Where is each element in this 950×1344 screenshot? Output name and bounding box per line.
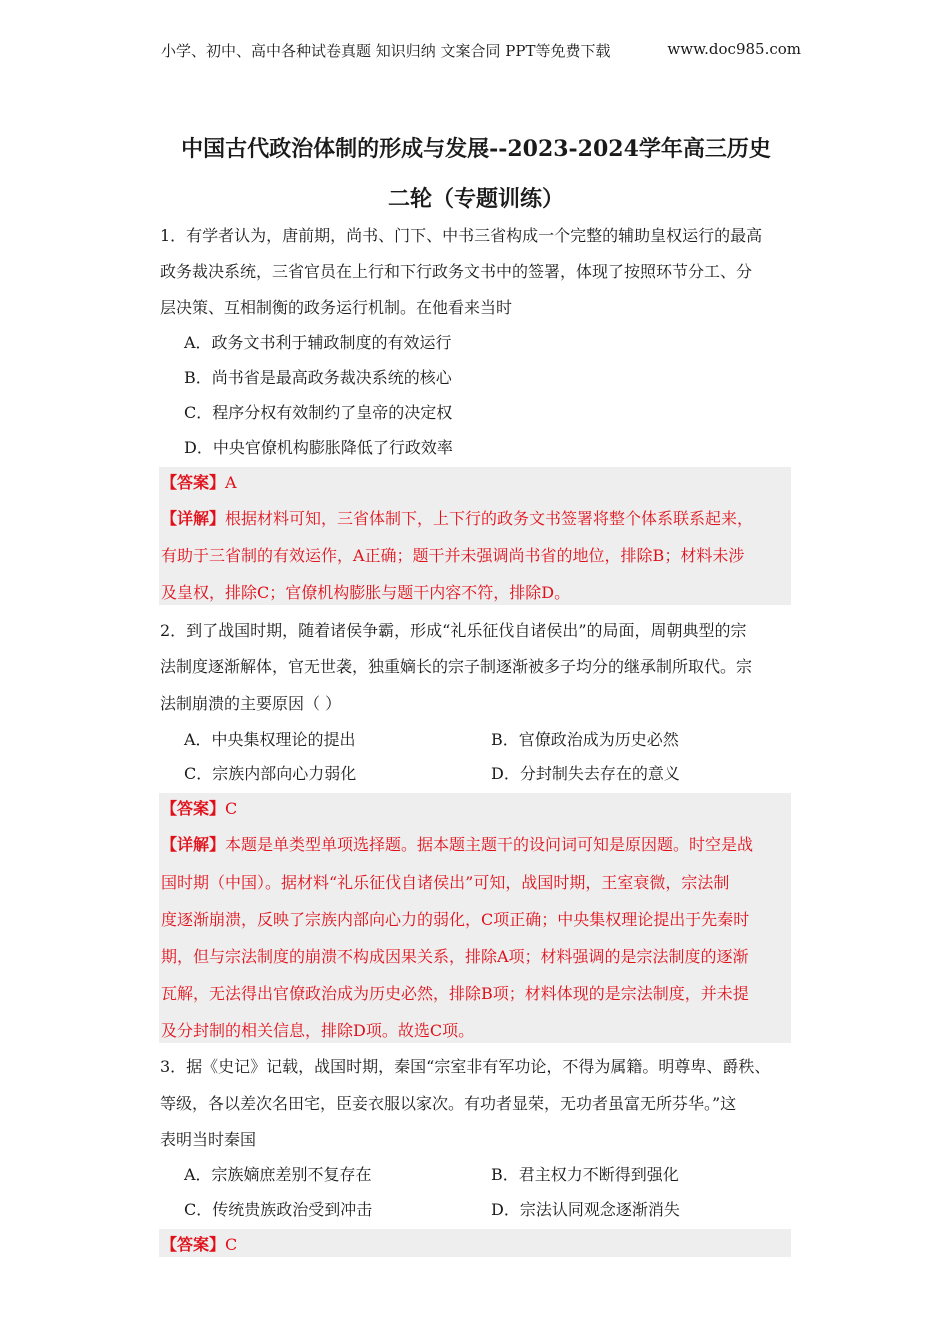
answer-label: 【答案】 — [161, 1235, 226, 1254]
question-2-detail-line: 期，但与宗法制度的崩溃不构成因果关系，排除A项；材料强调的是宗法制度的逐渐 — [161, 947, 749, 966]
page-header — [161, 40, 801, 61]
answer-label: 【答案】 — [161, 799, 226, 818]
question-3-stem-line: 3．据《史记》记载，战国时期，秦国“宗室非有军功论，不得为属籍。明尊卑、爵秩、 — [160, 1057, 771, 1076]
question-3-option-c: C．传统贵族政治受到冲击 — [184, 1200, 373, 1219]
question-2-option-c: C．宗族内部向心力弱化 — [184, 764, 357, 783]
answer-label: 【答案】 — [161, 473, 226, 492]
question-3-option-a: A．宗族嫡庶差别不复存在 — [184, 1165, 372, 1184]
question-2-answer-box — [159, 793, 791, 1043]
header-website: www.doc985.com — [667, 40, 801, 58]
question-1-detail-line: 【详解】根据材料可知，三省体制下，上下行的政务文书签署将整个体系联系起来， — [161, 509, 754, 528]
question-1-answer-box — [159, 467, 791, 605]
question-1-detail-line: 有助于三省制的有效运作，A正确；题干并未强调尚书省的地位，排除B；材料未涉 — [161, 546, 745, 565]
question-1-stem-line: 政务裁决系统，三省官员在上行和下行政务文书中的签署，体现了按照环节分工、分 — [160, 262, 753, 281]
question-1-option-c: C．程序分权有效制约了皇帝的决定权 — [184, 403, 453, 422]
document-title-line-2: 二轮（专题训练） — [387, 186, 564, 212]
question-2-option-d: D．分封制失去存在的意义 — [491, 764, 680, 783]
detail-label: 【详解】 — [161, 835, 226, 854]
question-3-answer — [161, 1235, 237, 1255]
question-2-stem-line: 2．到了战国时期，随着诸侯争霸，形成“礼乐征伐自诸侯出”的局面，周朝典型的宗 — [160, 621, 747, 640]
detail-label: 【详解】 — [161, 509, 226, 528]
question-3-stem-line: 表明当时秦国 — [160, 1130, 257, 1149]
question-3-answer-box — [159, 1229, 791, 1257]
question-2-stem-line: 法制崩溃的主要原因（ ） — [160, 694, 342, 713]
question-2-detail-line: 及分封制的相关信息，排除D项。故选C项。 — [161, 1021, 475, 1040]
question-2-detail-line: 度逐渐崩溃，反映了宗族内部向心力的弱化，C项正确；中央集权理论提出于先秦时 — [161, 910, 750, 929]
question-2-stem-line: 法制度逐渐解体，官无世袭，独重嫡长的宗子制逐渐被多子均分的继承制所取代。宗 — [160, 657, 753, 676]
question-3-stem-line: 等级，各以差次名田宅，臣妾衣服以家次。有功者显荣，无功者虽富无所芬华。”这 — [160, 1094, 737, 1113]
header-description: 小学、初中、高中各种试卷真题 知识归纳 文案合同 PPT等免费下载 — [161, 42, 611, 60]
question-3-option-d: D．宗法认同观念逐渐消失 — [491, 1200, 680, 1219]
question-1-answer — [161, 473, 237, 493]
question-1-stem-line: 1．有学者认为，唐前期，尚书、门下、中书三省构成一个完整的辅助皇权运行的最高 — [160, 226, 763, 245]
question-2-detail-line: 国时期（中国）。据材料“礼乐征伐自诸侯出”可知，战国时期，王室衰微，宗法制 — [161, 873, 730, 892]
question-1-detail-line: 及皇权，排除C；官僚机构膨胀与题干内容不符，排除D。 — [161, 583, 571, 602]
question-1-stem-line: 层决策、互相制衡的政务运行机制。在他看来当时 — [160, 298, 513, 317]
question-2-option-b: B．官僚政治成为历史必然 — [491, 730, 679, 749]
question-1-option-b: B．尚书省是最高政务裁决系统的核心 — [184, 368, 452, 387]
question-2-option-a: A．中央集权理论的提出 — [184, 730, 356, 749]
question-2-detail-line: 瓦解，无法得出官僚政治成为历史必然，排除B项；材料体现的是宗法制度，并未提 — [161, 984, 749, 1003]
answer-value: C — [225, 1235, 238, 1254]
question-3-option-b: B．君主权力不断得到强化 — [491, 1165, 679, 1184]
answer-value: A — [225, 473, 237, 492]
question-2-answer — [161, 799, 237, 819]
question-1-option-a: A．政务文书利于辅政制度的有效运行 — [184, 333, 452, 352]
answer-value: C — [225, 799, 238, 818]
document-title-line-1: 中国古代政治体制的形成与发展--2023-2024学年高三历史 — [181, 136, 771, 162]
question-1-option-d: D．中央官僚机构膨胀降低了行政效率 — [184, 438, 453, 457]
question-2-detail-line: 【详解】本题是单类型单项选择题。据本题主题干的设问词可知是原因题。时空是战 — [161, 835, 754, 854]
